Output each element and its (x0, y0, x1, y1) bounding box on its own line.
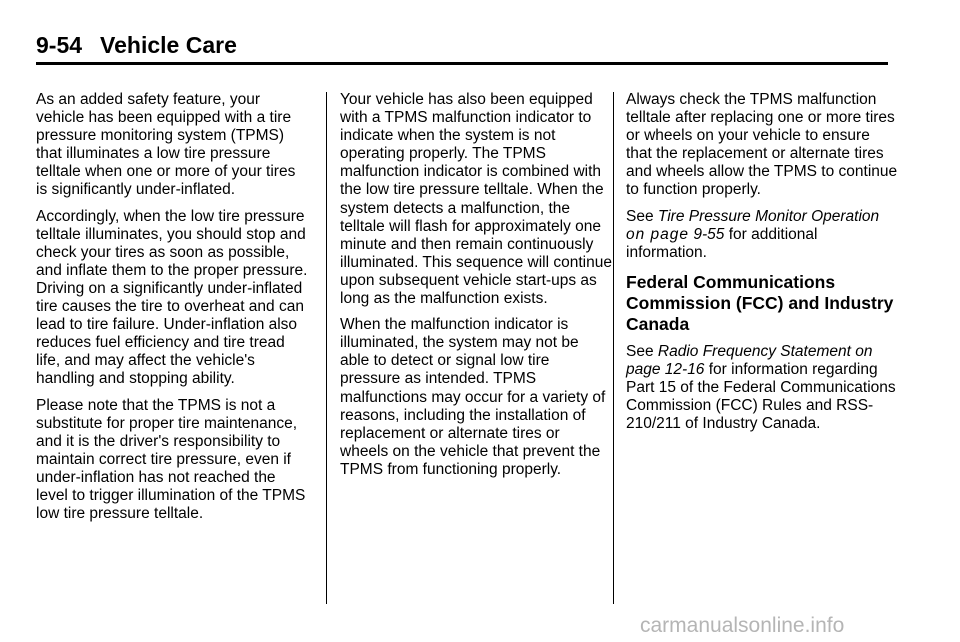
radio-frequency-statement-link[interactable]: Radio Frequency Statement on page 12-16 (626, 342, 873, 378)
watermark: carmanualsonline.info (640, 614, 845, 637)
column-3 (626, 91, 898, 441)
see-suffix: for additional information. (626, 225, 818, 261)
header-rule (36, 62, 888, 65)
see-reference-paragraph (626, 208, 898, 262)
paragraph: When the malfunction indicator is illuminated, the system may not be able to detect or signal low tire pressure as intended. TPMS malfunctions may occur for a variety of reasons, including the installation of replacement or alternate tires or wheels on the vehicle that prevent the TPMS from functioning properly. (340, 316, 606, 478)
see-label: See (626, 342, 654, 360)
column-divider (613, 92, 614, 604)
link-text: Tire Pressure Monitor Operation (657, 207, 880, 225)
fcc-heading: Federal Communications Commission (FCC) and Industry Canada (626, 271, 894, 334)
see-reference-paragraph (626, 343, 898, 433)
paragraph: Accordingly, when the low tire pressure telltale illuminates, you should stop and check your tires as soon as possible, and inflate them to the proper pressure. Driving on a significantly under-inflated tire causes the tire to overheat and can lead to tire failure. Under-inflation also reduces fuel efficiency and tire tread life, and may affect the vehicle's handling and stopping ability. (36, 207, 308, 388)
column-divider (326, 92, 327, 604)
column-2 (340, 91, 612, 487)
paragraph: Always check the TPMS malfunction telltale after replacing one or more tires or wheels on your vehicle to ensure that the replacement or alternate tires and wheels allow the TPMS to continue to function properly. (626, 91, 898, 199)
paragraph: Your vehicle has also been equipped with a TPMS malfunction indicator to indicate when the system is not operating properly. The TPMS malfunction indicator is combined with the low tire pressure telltale. When the system detects a malfunction, the telltale will flash for approximately one minute and then remain continuously illuminated. This sequence will continue upon subsequent vehicle start-ups as long as the malfunction exists. (340, 91, 612, 308)
see-label: See (626, 207, 654, 225)
section-title: Vehicle Care (100, 32, 237, 58)
link-on-page: on page (626, 225, 690, 243)
link-page-number: 9-55 (693, 225, 725, 243)
see-suffix: for information regarding Part 15 of the Federal Communications Commission (FCC) Rules and RSS-210/211 of Industry Canada. (626, 360, 896, 433)
page-number: 9-54 (36, 32, 83, 58)
page-header (36, 32, 888, 58)
paragraph: As an added safety feature, your vehicle has been equipped with a tire pressure monitoring system (TPMS) that illuminates a low tire pressure telltale when one or more of your tires is significantly under-inflated. (36, 91, 296, 199)
column-1 (36, 91, 308, 531)
paragraph: Please note that the TPMS is not a substitute for proper tire maintenance, and it is the driver's responsibility to maintain correct tire pressure, even if under-inflation has not reached the level to trigger illumination of the TPMS low tire pressure telltale. (36, 396, 306, 523)
